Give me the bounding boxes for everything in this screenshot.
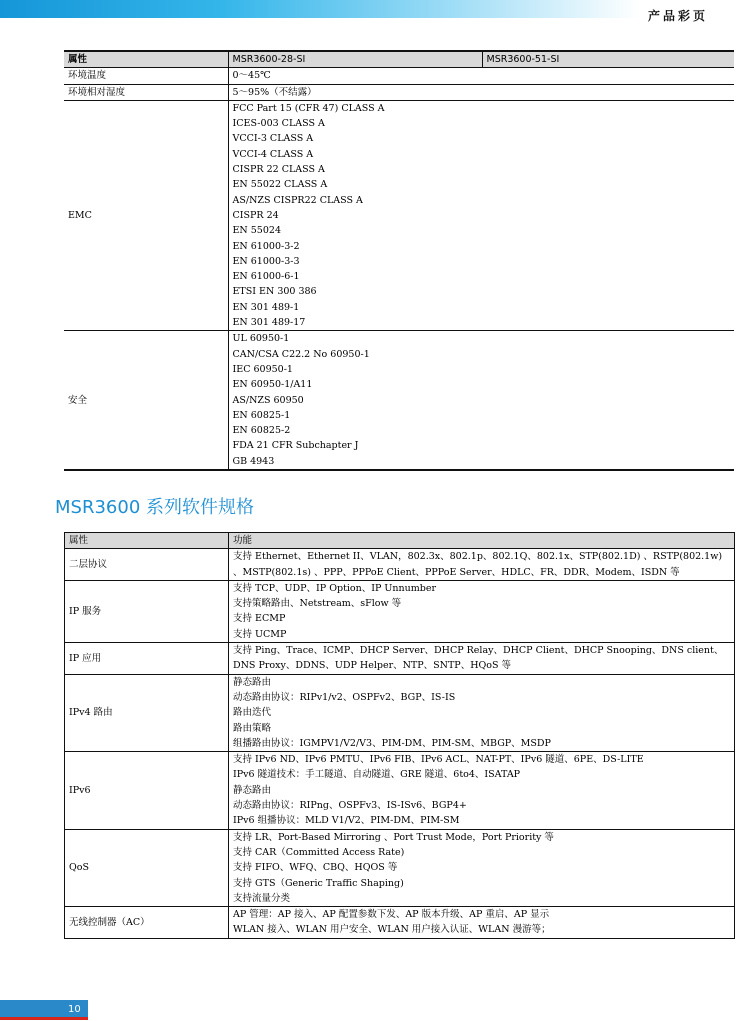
attr-cell: 安全 (64, 331, 228, 470)
value-line: 支持 FIFO、WFQ、CBQ、HQOS 等 (233, 862, 398, 874)
header-cell-model-51: MSR3600-51-SI (482, 51, 734, 68)
value-line: VCCI-4 CLASS A (232, 148, 314, 160)
table-row (64, 68, 734, 84)
value-line: 路由策略 (233, 722, 272, 734)
value-line: 动态路由协议：RIPv1/v2、OSPFv2、BGP、IS-IS (233, 691, 456, 703)
value-line: 支持 Ethernet、Ethernet II、VLAN，802.3x、802.1p、802.1Q、802.1x、STP(802.1D) 、RSTP(802.1w) 、MSTP(802.1s) 、PPP、PPPoE Client、PPPoE Server、HDLC、FR、DDR、Modem、ISDN 等 (233, 551, 723, 578)
attr-cell: IP 服务 (65, 580, 229, 642)
value-line: EN 60950-1/A11 (232, 379, 313, 391)
value-line: 支持 IPv6 ND、IPv6 PMTU、IPv6 FIB、IPv6 ACL、NAT-PT、IPv6 隧道、6PE、DS-LITE (233, 754, 644, 766)
value-line: EN 61000-3-2 (232, 240, 300, 252)
attr-cell: 环境相对湿度 (64, 84, 228, 100)
header-cell-function: 功能 (229, 533, 735, 549)
value-line: 支持流量分类 (233, 892, 291, 904)
table-row (65, 580, 735, 642)
value-line: EN 61000-6-1 (232, 271, 300, 283)
value-line: UL 60950-1 (232, 333, 290, 345)
value-cell (229, 907, 735, 939)
software-spec-table (64, 532, 735, 939)
table-row (64, 100, 734, 330)
table-row (65, 643, 735, 675)
attr-cell: IPv6 (65, 752, 229, 829)
table-row (65, 829, 735, 906)
value-cell (229, 549, 735, 581)
value-line: AP 管理：AP 接入、AP 配置参数下发、AP 版本升级、AP 重启、AP 显示 (233, 909, 550, 921)
hardware-spec-table (64, 50, 734, 471)
value-line: CISPR 22 CLASS A (232, 164, 325, 176)
attr-cell: 无线控制器（AC） (65, 907, 229, 939)
header-cell-attr: 属性 (65, 533, 229, 549)
value-line: FCC Part 15 (CFR 47) CLASS A (232, 102, 385, 114)
value-line: 支持 GTS（Generic Traffic Shaping) (233, 877, 404, 889)
attr-cell: 二层协议 (65, 549, 229, 581)
value-line: IPv6 隧道技术：手工隧道、自动隧道、GRE 隧道、6to4、ISATAP (233, 769, 521, 781)
value-cell (229, 643, 735, 675)
value-line: IPv6 组播协议：MLD V1/V2、PIM-DM、PIM-SM (233, 815, 460, 827)
value-line: CISPR 24 (232, 209, 279, 221)
table-row (65, 549, 735, 581)
table-row (64, 331, 734, 470)
value-line: 静态路由 (233, 784, 272, 796)
value-cell (228, 331, 734, 470)
attr-cell: QoS (65, 829, 229, 906)
header-title: 产品彩页 (648, 9, 709, 23)
value-cell (229, 674, 735, 751)
value-line: 动态路由协议：RIPng、OSPFv3、IS-ISv6、BGP4+ (233, 800, 467, 812)
header-cell-attr: 属性 (64, 51, 228, 68)
attr-cell: 环境温度 (64, 68, 228, 84)
value-line: ICES-003 CLASS A (232, 118, 325, 130)
table-row (64, 84, 734, 100)
value-line: CAN/CSA C22.2 No 60950-1 (232, 348, 370, 360)
table-row (65, 907, 735, 939)
value-line: 支持策略路由、Netstream、sFlow 等 (233, 598, 402, 610)
header-cell-model-28: MSR3600-28-SI (228, 51, 482, 68)
value-line: 组播路由协议：IGMPV1/V2/V3、PIM-DM、PIM-SM、MBGP、MSDP (233, 737, 551, 749)
value-line: 5～95%（不结露） (232, 86, 317, 98)
value-cell (229, 580, 735, 642)
value-line: GB 4943 (232, 455, 275, 467)
header-gradient-bar (0, 0, 640, 18)
value-line: EN 55022 CLASS A (232, 179, 328, 191)
value-line: EN 60825-2 (232, 425, 291, 437)
value-line: 支持 Ping、Trace、ICMP、DHCP Server、DHCP Relay、DHCP Client、DHCP Snooping、DNS client、DNS Proxy、DDNS、UDP Helper、NTP、SNTP、HQoS 等 (233, 645, 724, 672)
value-line: 支持 ECMP (233, 613, 286, 625)
value-line: ETSI EN 300 386 (232, 286, 317, 298)
value-cell (229, 829, 735, 906)
value-line: 支持 LR、Port-Based Mirroring 、Port Trust Mode，Port Priority 等 (233, 831, 554, 843)
value-line: EN 60825-1 (232, 409, 291, 421)
value-line: AS/NZS CISPR22 CLASS A (232, 194, 363, 206)
section-title: MSR3600 系列软件规格 (55, 497, 254, 518)
value-line: 静态路由 (233, 676, 272, 688)
value-line: 支持 CAR（Committed Access Rate) (233, 846, 405, 858)
table-row (65, 752, 735, 829)
table-row (65, 674, 735, 751)
value-line: VCCI-3 CLASS A (232, 133, 314, 145)
value-line: 路由迭代 (233, 707, 272, 719)
value-line: EN 55024 (232, 225, 281, 237)
value-cell (228, 100, 734, 330)
value-cell (229, 752, 735, 829)
value-line: 0～45℃ (232, 70, 271, 82)
value-line: 支持 UCMP (233, 628, 287, 640)
value-line: AS/NZS 60950 (232, 394, 304, 406)
value-line: FDA 21 CFR Subchapter J (232, 440, 359, 452)
value-line: EN 301 489-17 (232, 317, 306, 329)
footer-accent-line (0, 1017, 88, 1020)
value-cell (228, 68, 734, 84)
table-header-row (64, 51, 734, 68)
value-line: EN 61000-3-3 (232, 255, 300, 267)
attr-cell: EMC (64, 100, 228, 330)
attr-cell: IP 应用 (65, 643, 229, 675)
page-number: 10 (68, 1004, 81, 1015)
table-header-row (65, 533, 735, 549)
value-line: IEC 60950-1 (232, 363, 293, 375)
attr-cell: IPv4 路由 (65, 674, 229, 751)
value-line: WLAN 接入、WLAN 用户安全、WLAN 用户接入认证、WLAN 漫游等； (233, 924, 551, 936)
value-cell (228, 84, 734, 100)
value-line: 支持 TCP、UDP、IP Option、IP Unnumber (233, 582, 437, 594)
value-line: EN 301 489-1 (232, 301, 300, 313)
